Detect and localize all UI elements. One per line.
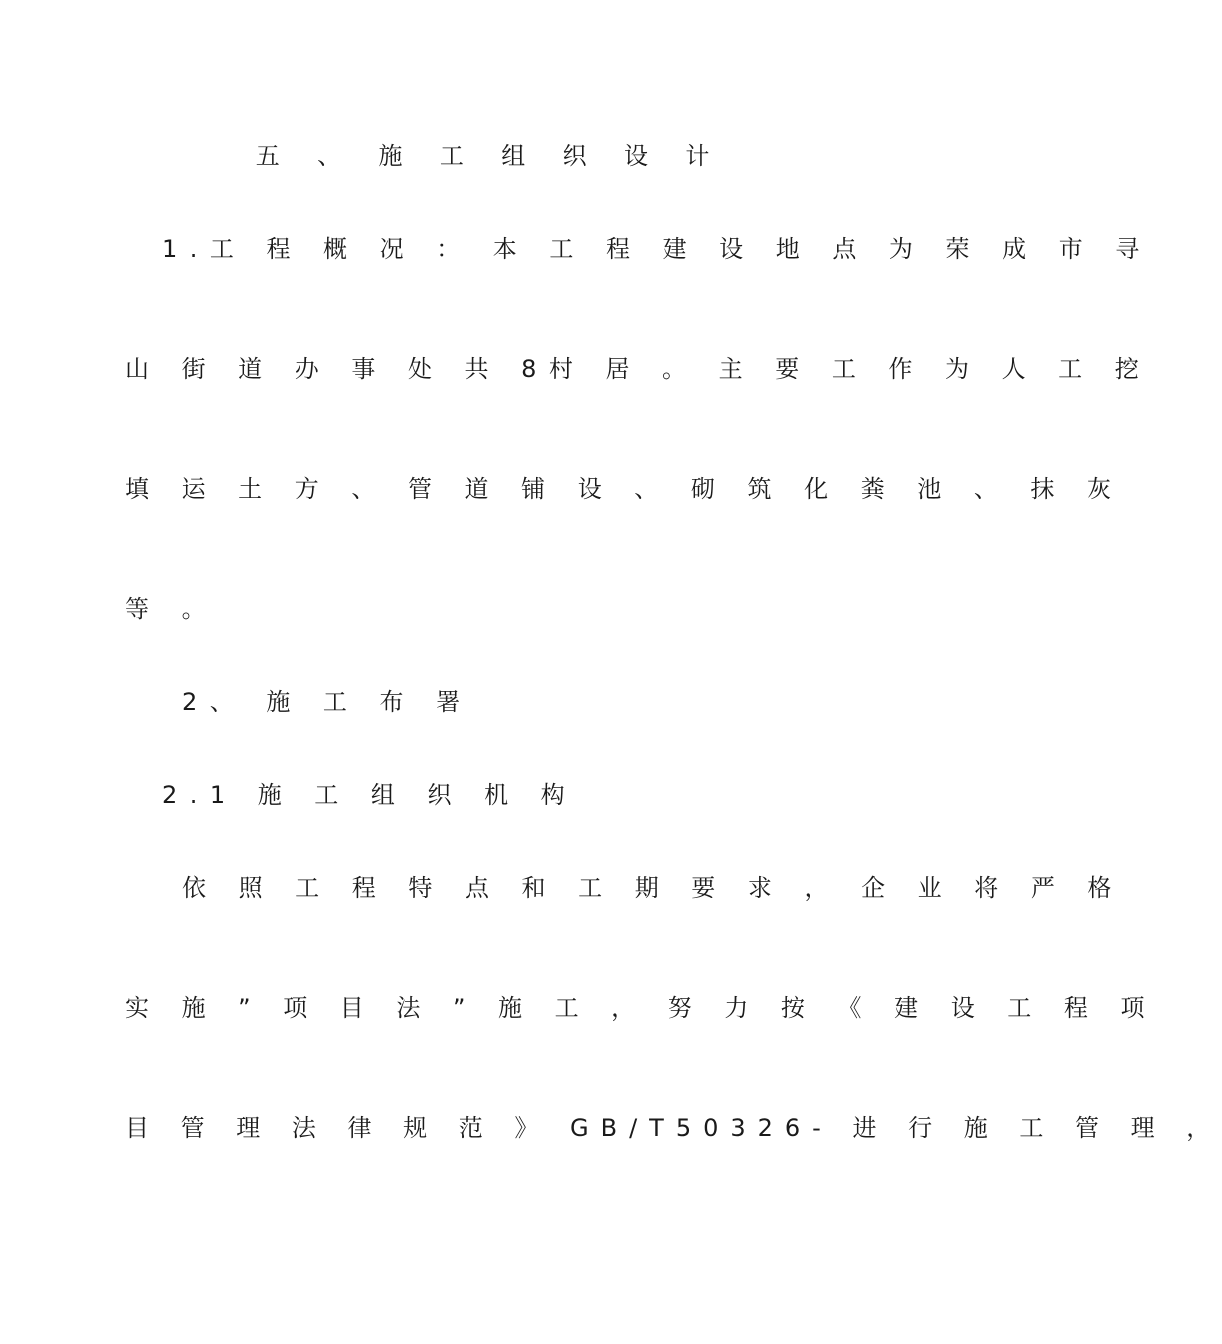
paragraph-line-2: 山 街 道 办 事 处 共 8村 居 。 主 要 工 作 为 人 工 挖 — [125, 355, 1152, 383]
paragraph-line-6: 实 施 ” 项 目 法 ” 施 工 ， 努 力 按 《 建 设 工 程 项 — [125, 994, 1157, 1022]
subsubsection-heading: 2.1 施 工 组 织 机 构 — [162, 781, 578, 809]
section-title: 五 、 施 工 组 织 设 计 — [255, 142, 725, 170]
paragraph-line-5: 依 照 工 程 特 点 和 工 期 要 求 ， 企 业 将 严 格 — [182, 874, 1124, 902]
paragraph-line-1: 1.工 程 概 况 ： 本 工 程 建 设 地 点 为 荣 成 市 寻 — [162, 235, 1152, 263]
paragraph-line-7: 目 管 理 法 律 规 范 》 GB/T50326- 进 行 施 工 管 理 ， — [125, 1114, 1222, 1142]
paragraph-line-3: 填 运 土 方 、 管 道 铺 设 、 砌 筑 化 粪 池 、 抹 灰 — [125, 475, 1124, 503]
paragraph-line-4: 等 。 — [125, 595, 219, 623]
subsection-heading: 2、 施 工 布 署 — [182, 688, 473, 716]
